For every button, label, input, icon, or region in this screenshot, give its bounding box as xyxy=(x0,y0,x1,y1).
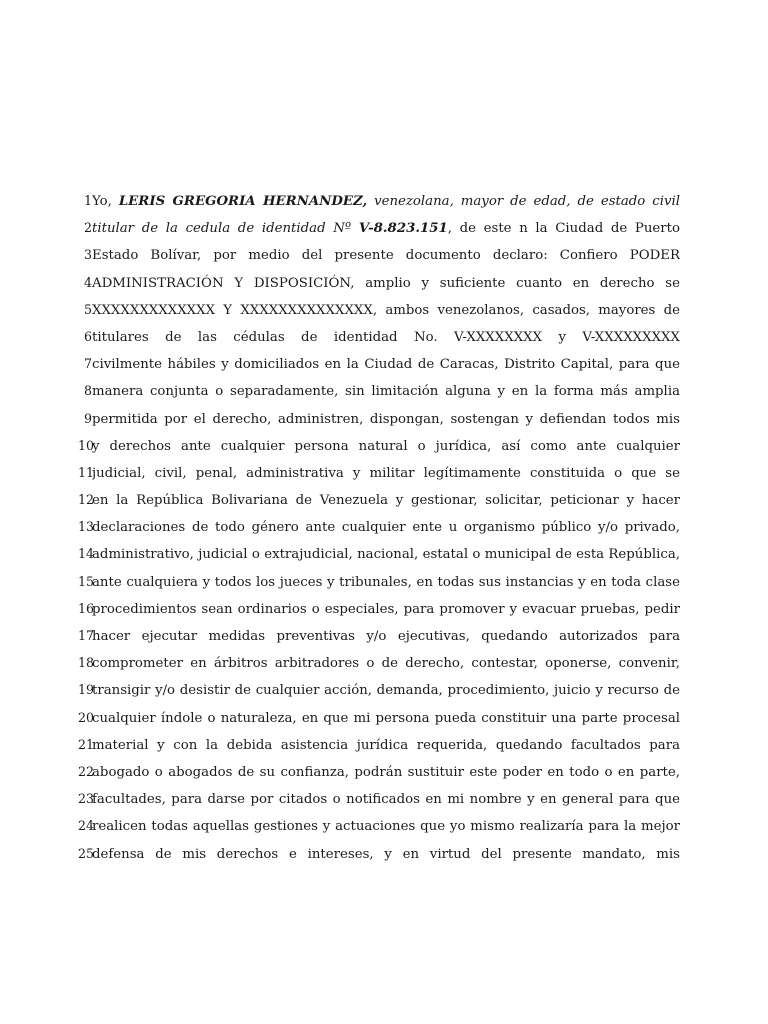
text-segment: manera conjunta o separadamente, sin limitación alguna y en la forma más amplia xyxy=(92,384,680,400)
text-segment: administrativo, judicial o extrajudicial, nacional, estatal o municipal de esta República, xyxy=(92,547,680,563)
line-number: 4 xyxy=(83,274,92,290)
text-segment: XXXXXXXXXXXXX Y XXXXXXXXXXXXXX, ambos venezolanos, casados, mayores de xyxy=(92,302,680,318)
line-text xyxy=(92,351,680,378)
line-text xyxy=(92,541,680,568)
text-segment: Estado Bolívar, por medio del presente documento declaro: Confiero PODER xyxy=(92,248,680,264)
line-text xyxy=(92,677,680,704)
line-number: 25 xyxy=(78,845,95,861)
line-text xyxy=(92,623,680,650)
line-text xyxy=(92,297,680,324)
text-segment: defensa de mis derechos e intereses, y en virtud del presente mandato, mis xyxy=(92,846,680,862)
text-segment: permitida por el derecho, administren, dispongan, sostengan y defiendan todos mis xyxy=(92,411,680,427)
text-segment: ADMINISTRACIÓN Y DISPOSICIÓN, amplio y suficiente cuanto en derecho se xyxy=(92,275,680,291)
line-number: 7 xyxy=(83,356,92,372)
document-line xyxy=(78,812,680,839)
document-line xyxy=(78,622,680,649)
line-text xyxy=(92,732,680,759)
line-number: 20 xyxy=(78,709,95,725)
text-segment: realicen todas aquellas gestiones y actuaciones que yo mismo realizaría para la mejor xyxy=(92,819,680,835)
line-text xyxy=(92,378,680,405)
line-number: 2 xyxy=(83,220,92,236)
line-number: 24 xyxy=(78,818,95,834)
line-text xyxy=(92,215,680,242)
document-line xyxy=(78,405,680,432)
document-line xyxy=(78,486,680,513)
line-number: 10 xyxy=(78,437,95,453)
document-line xyxy=(78,513,680,540)
line-text xyxy=(92,705,680,732)
line-number: 5 xyxy=(83,301,92,317)
line-text xyxy=(92,596,680,623)
line-number: 18 xyxy=(78,655,95,671)
line-number: 17 xyxy=(78,628,95,643)
text-segment: hacer ejecutar medidas preventivas y/o ejecutivas, quedando autorizados para xyxy=(92,629,680,644)
line-text xyxy=(92,188,680,215)
text-segment: ante cualquiera y todos los jueces y tribunales, en todas sus instancias y en toda clase xyxy=(92,574,680,590)
text-segment: procedimientos sean ordinarios o especiales, para promover y evacuar pruebas, pedir xyxy=(92,601,680,617)
line-text xyxy=(92,324,680,351)
line-number: 22 xyxy=(78,763,95,779)
text-segment: abogado o abogados de su confianza, podrán sustituir este poder en todo o en parte, xyxy=(92,764,680,780)
document-line xyxy=(78,840,680,867)
text-segment: judicial, civil, penal, administrativa y militar legítimamente constituida o que se xyxy=(92,465,680,481)
line-number: 1 xyxy=(83,193,92,208)
text-segment: Yo, xyxy=(92,194,119,209)
line-text xyxy=(92,650,680,677)
document-line xyxy=(78,459,680,486)
document-line xyxy=(78,758,680,785)
line-number: 23 xyxy=(78,791,95,807)
text-segment: titular de la cedula de identidad Nº xyxy=(92,221,359,237)
line-number: 16 xyxy=(78,600,95,616)
document-line xyxy=(78,350,680,377)
document-body xyxy=(78,187,680,867)
text-segment: cualquier índole o naturaleza, en que mi persona pueda constituir una parte procesal xyxy=(92,710,680,726)
line-number: 3 xyxy=(83,247,92,263)
text-segment: declaraciones de todo género ante cualquier ente u organismo público y/o privado, xyxy=(92,520,680,536)
emphasized-text: V-8.823.151 xyxy=(358,221,448,237)
line-text xyxy=(92,242,680,269)
line-text xyxy=(92,759,680,786)
line-text xyxy=(92,433,680,460)
line-number: 11 xyxy=(78,464,95,480)
line-number: 14 xyxy=(78,546,95,562)
text-segment: facultades, para darse por citados o notificados en mi nombre y en general para que xyxy=(92,792,680,808)
line-number: 12 xyxy=(78,492,95,508)
document-line xyxy=(78,676,680,703)
text-segment: venezolana, mayor de edad, de estado civil xyxy=(374,194,680,209)
document-line xyxy=(78,377,680,404)
line-text xyxy=(92,514,680,541)
line-text xyxy=(92,460,680,487)
document-line xyxy=(78,540,680,567)
document-line xyxy=(78,704,680,731)
line-text xyxy=(92,569,680,596)
line-number: 6 xyxy=(83,328,92,344)
text-segment: comprometer en árbitros arbitradores o de derecho, contestar, oponerse, convenir, xyxy=(92,656,680,672)
document-line xyxy=(78,269,680,296)
document-line xyxy=(78,323,680,350)
document-line xyxy=(78,214,680,241)
emphasized-text: LERIS GREGORIA HERNANDEZ, xyxy=(118,194,368,209)
document-line xyxy=(78,568,680,595)
line-number: 19 xyxy=(78,682,95,698)
text-segment: transigir y/o desistir de cualquier acción, demanda, procedimiento, juicio y recurso de xyxy=(92,683,680,699)
document-line xyxy=(78,241,680,268)
line-text xyxy=(92,270,680,297)
text-segment: civilmente hábiles y domiciliados en la Ciudad de Caracas, Distrito Capital, para que xyxy=(92,357,680,373)
line-number: 9 xyxy=(83,410,92,426)
text-segment: en la República Bolivariana de Venezuela y gestionar, solicitar, peticionar y hacer xyxy=(92,493,680,509)
document-line xyxy=(78,187,680,214)
line-number: 15 xyxy=(78,573,95,589)
text-segment: material y con la debida asistencia jurídica requerida, quedando facultados para xyxy=(92,737,680,753)
line-text xyxy=(92,487,680,514)
line-number: 21 xyxy=(78,736,95,752)
line-text xyxy=(92,406,680,433)
document-line xyxy=(78,432,680,459)
document-line xyxy=(78,785,680,812)
document-line xyxy=(78,731,680,758)
line-number: 8 xyxy=(83,383,92,399)
document-line xyxy=(78,296,680,323)
text-segment: , de este n la Ciudad de Puerto xyxy=(447,221,680,237)
line-number: 13 xyxy=(78,519,95,535)
line-text xyxy=(92,786,680,813)
text-segment: y derechos ante cualquier persona natural o jurídica, así como ante cualquier xyxy=(92,438,680,454)
document-line xyxy=(78,595,680,622)
text-segment: titulares de las cédulas de identidad No. V-XXXXXXXX y V-XXXXXXXXX xyxy=(92,329,680,345)
line-text xyxy=(92,813,680,840)
line-text xyxy=(92,841,680,868)
document-line xyxy=(78,649,680,676)
